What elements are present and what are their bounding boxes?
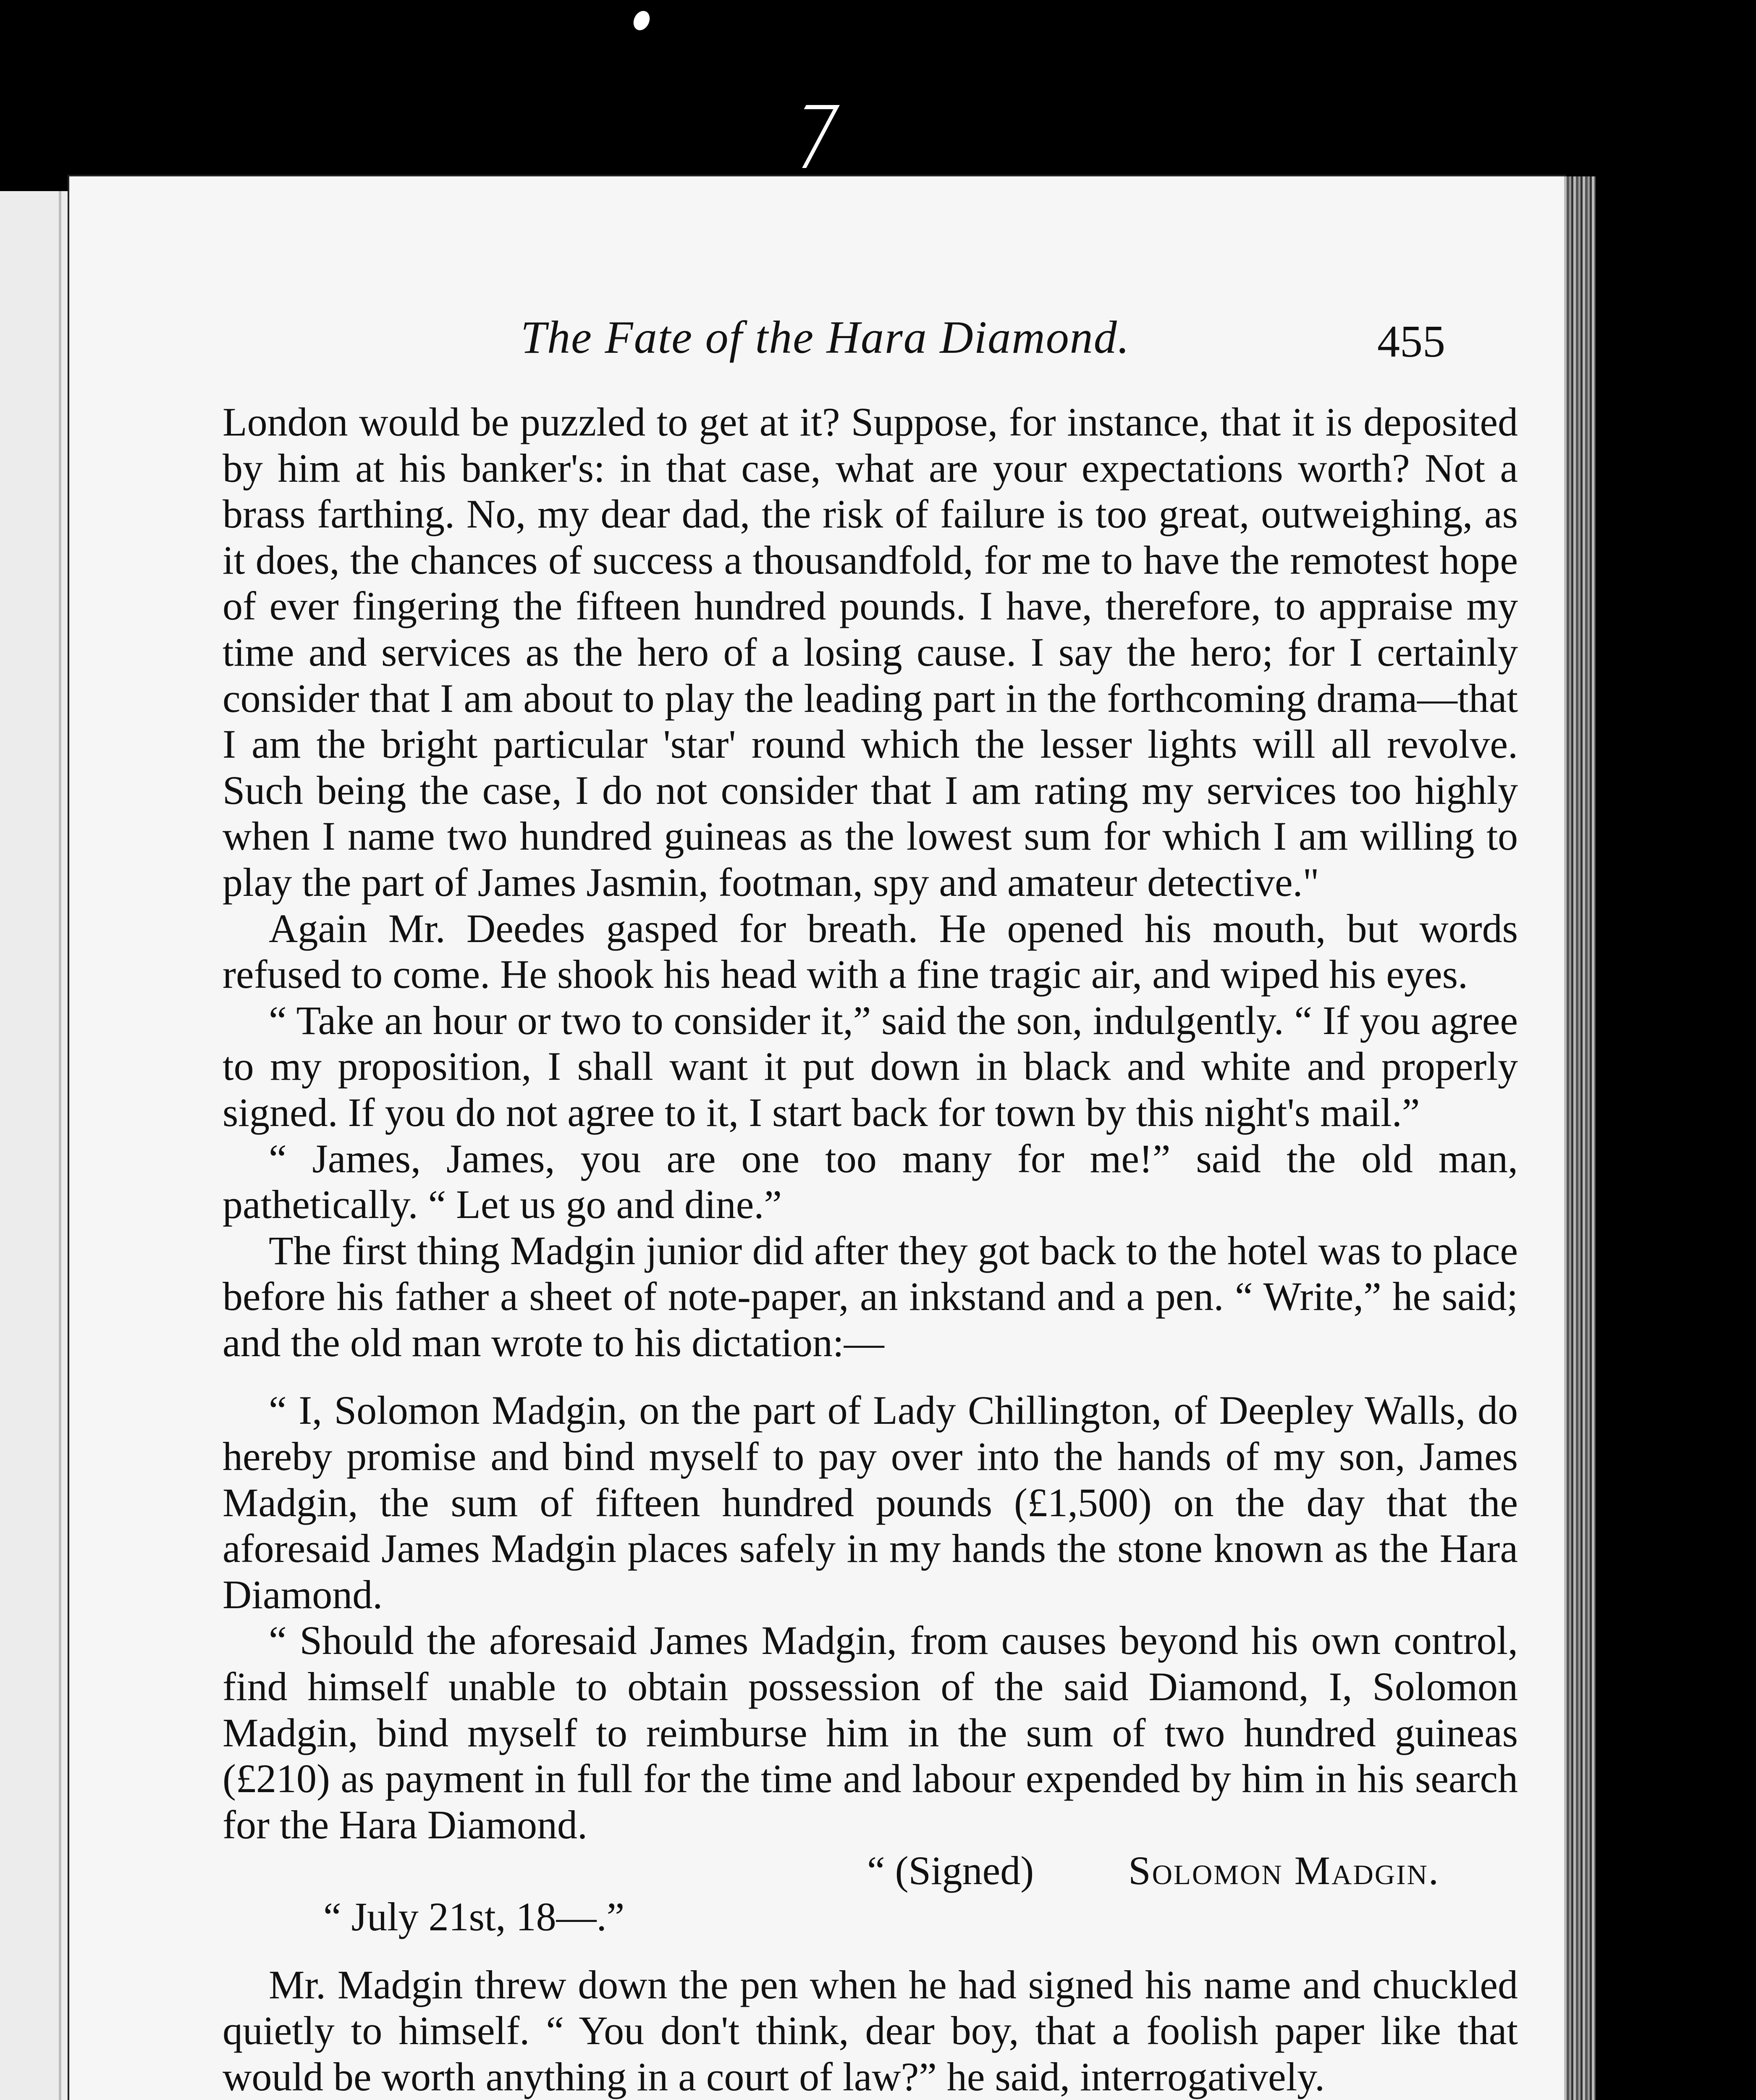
quoted-document bbox=[223, 1387, 1518, 1940]
running-title: The Fate of the Hara Diamond. bbox=[521, 312, 1130, 363]
signature-line bbox=[223, 1848, 1518, 1894]
closing-section bbox=[223, 1962, 1518, 2100]
signature-label: “ (Signed) bbox=[867, 1848, 1034, 1893]
paragraph: “ James, James, you are one too many for me!” said the old man, pathetically. “ Let us go and dine.” bbox=[223, 1136, 1518, 1227]
paragraph: Mr. Madgin threw down the pen when he had signed his name and chuckled quietly to himself. “ You don't think, dear boy, that a foolish paper like that would be worth anything in a court of law?” he said, interrogatively. bbox=[223, 1962, 1518, 2099]
book-page bbox=[69, 176, 1564, 2100]
paragraph: London would be puzzled to get at it? Suppose, for instance, that it is deposited by him at his banker's: in that case, what are your expectations worth? Not a brass farthing. No, my dear dad, the risk of failure is too great, outweighing, as it does, the chances of success a thousandfold, for me to have the remotest hope of ever fingering the fifteen hundred pounds. I have, therefore, to appraise my time and services as the hero of a losing cause. I say the hero; for I certainly consider that I am about to play the leading part in the forthcoming drama—that I am the bright particular 'star' round which the lesser lights will all revolve. Such being the case, I do not consider that I am rating my services too highly when I name two hundred guineas as the lowest sum for which I am willing to play the part of James Jasmin, footman, spy and amateur detective." bbox=[223, 399, 1518, 905]
page-number: 455 bbox=[1377, 317, 1445, 367]
document-paragraph: “ I, Solomon Madgin, on the part of Lady Chillington, of Deepley Walls, do hereby promise and bind myself to pay over into the hands of my son, James Madgin, the sum of fifteen hundred pounds (£1,500) on the day that the aforesaid James Madgin places safely in my hands the stone known as the Hara Diamond. bbox=[223, 1388, 1518, 1617]
handwritten-mark bbox=[773, 105, 840, 168]
paragraph: The first thing Madgin junior did after they got back to the hotel was to place before his father a sheet of note-paper, an inkstand and a pen. “ Write,” he said; and the old man wrote to his dictation:— bbox=[223, 1228, 1518, 1365]
document-date: “ July 21st, 18—.” bbox=[323, 1894, 625, 1939]
facing-page-edge bbox=[0, 191, 77, 2100]
page-stack-edge bbox=[1564, 176, 1596, 2100]
paragraph: “ Take an hour or two to consider it,” said the son, indulgently. “ If you agree to my proposition, I shall want it put down in black and white and properly signed. If you do not agree to it, I start back for town by this night's mail.” bbox=[223, 998, 1518, 1135]
signature-name: Solomon Madgin. bbox=[1128, 1848, 1440, 1893]
page-header bbox=[69, 302, 1564, 367]
ink-speck bbox=[631, 8, 653, 33]
document-paragraph: “ Should the aforesaid James Madgin, from causes beyond his own control, find himself unable to obtain possession of the said Diamond, I, Solomon Madgin, bind myself to reimburse him in the sum of two hundred guineas (£210) as payment in full for the time and labour expended by him in his search for the Hara Diamond. bbox=[223, 1618, 1518, 1847]
paragraph: Again Mr. Deedes gasped for breath. He opened his mouth, but words refused to come. He shook his head with a fine tragic air, and wiped his eyes. bbox=[223, 906, 1518, 997]
page-body bbox=[223, 399, 1518, 2100]
